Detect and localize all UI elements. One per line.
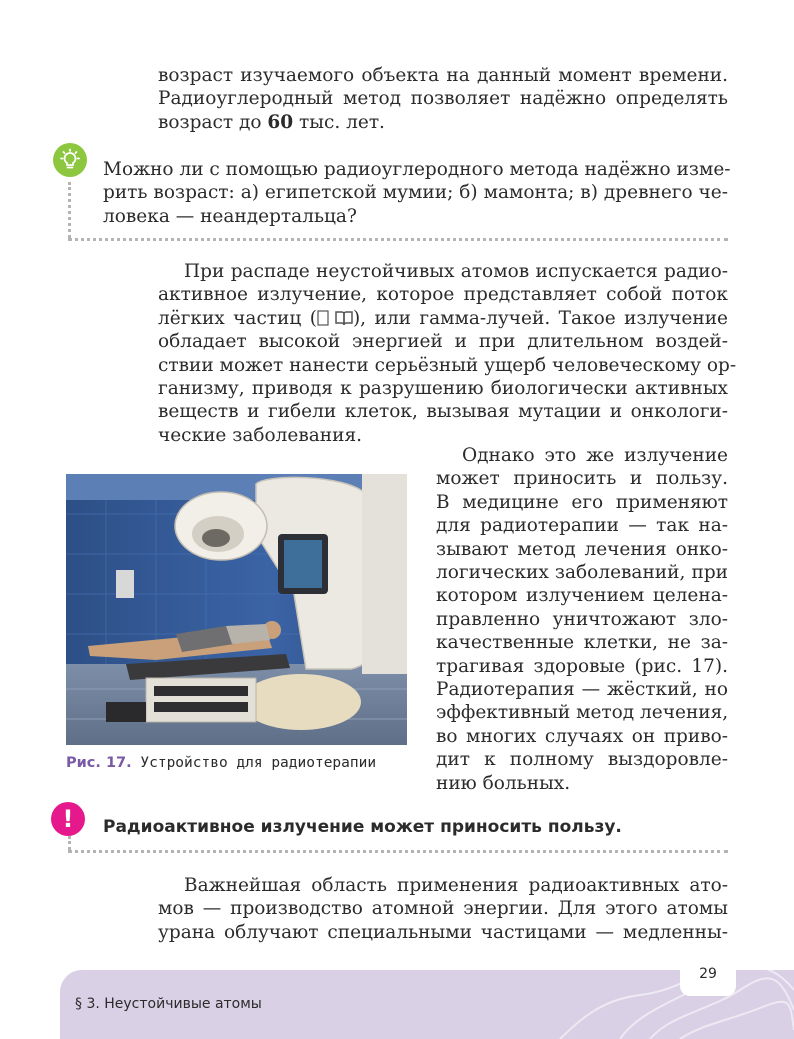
intro-line — [158, 111, 728, 134]
radiation-line: При распаде неустойчивых атомов испускается радио- — [184, 261, 728, 282]
medicine-line: может приносить и пользу. — [436, 468, 728, 490]
radiotherapy-illustration — [66, 474, 407, 745]
radiation-text: ), или гамма-лучей. Такое излучение — [352, 307, 728, 329]
radiation-line — [158, 307, 728, 330]
medicine-line: Радиотерапия — жёсткий, но — [436, 679, 728, 701]
lightbulb-icon — [58, 148, 82, 172]
question-badge — [53, 143, 87, 177]
radiation-line: обладает высокой энергией и при длительном воздей- — [158, 331, 728, 353]
intro-text: тыс. лет. — [293, 111, 385, 133]
medicine-line: для радиотерапии — так на- — [436, 515, 728, 537]
medicine-line: дит к полному выздоровле- — [436, 749, 728, 771]
medicine-line: правленно уничтожают зло- — [436, 608, 728, 630]
question-divider — [68, 238, 728, 241]
radiation-text: лёгких частиц ( — [158, 307, 317, 329]
key-divider — [68, 850, 728, 853]
medicine-line: Однако это же излучение — [462, 445, 728, 466]
medicine-line: эффективный метод лечения, — [436, 702, 729, 724]
intro-text: возраст до — [158, 111, 268, 133]
medicine-line: нию больных. — [436, 772, 571, 794]
radiation-line: веществ и гибели клеток, вызывая мутации и онкологи- — [158, 401, 728, 423]
book-icon — [317, 310, 353, 326]
question-line: рить возраст: а) египетской мумии; б) мамонта; в) древнего че- — [103, 182, 728, 204]
medicine-line: котором излучением целена- — [436, 585, 728, 607]
section-title: § 3. Неустойчивые атомы — [75, 996, 262, 1012]
age-limit-value: 60 — [267, 111, 294, 133]
medicine-line: качественные клетки, не за- — [436, 632, 728, 654]
medicine-line: зывают метод лечения онко- — [436, 538, 728, 560]
intro-line: Радиоуглеродный метод позволяет надёжно определять — [158, 88, 728, 110]
medicine-line: В медицине его применяют — [436, 491, 728, 513]
medicine-line: во многих случаях он приво- — [436, 725, 728, 747]
figure-caption — [66, 755, 376, 771]
intro-line: возраст изучаемого объекта на данный момент времени. — [158, 65, 728, 86]
figure-number: Рис. 17. — [66, 755, 132, 771]
question-line: ловека — неандертальца? — [103, 205, 357, 227]
key-statement-badge — [51, 802, 85, 836]
radiation-line: ствии может нанести серьёзный ущерб человеческому ор- — [158, 354, 737, 376]
question-divider-vertical — [68, 182, 71, 238]
figure-caption-text: Устройство для радиотерапии — [140, 755, 377, 771]
energy-line: Важнейшая область применения радиоактивных ато- — [184, 875, 728, 896]
radiation-paragraph — [158, 260, 737, 447]
key-statement: Радиоактивное излучение может приносить пользу. — [103, 817, 622, 837]
radiation-line: активное излучение, которое представляет собой поток — [158, 284, 728, 306]
exclamation-icon: ! — [62, 805, 74, 833]
energy-line: урана облучают специальными частицами — медленны- — [158, 921, 728, 943]
radiation-line: ганизму, приводя к разрушению биологически активных — [158, 378, 728, 400]
radiotherapy-photo — [66, 474, 407, 745]
intro-paragraph — [158, 64, 728, 134]
question-line: Можно ли с помощью радиоуглеродного метода надёжно изме- — [103, 159, 731, 180]
key-divider-vertical — [68, 836, 71, 850]
energy-line: мов — производство атомной энергии. Для этого атомы — [158, 898, 728, 920]
medicine-line: логических заболеваний, при — [436, 562, 728, 584]
energy-paragraph — [158, 874, 728, 944]
radiation-line: ческие заболевания. — [158, 424, 363, 446]
medicine-paragraph — [436, 444, 728, 795]
page-number: 29 — [699, 966, 717, 982]
medicine-line: трагивая здоровые (рис. 17). — [436, 655, 728, 677]
question-text — [103, 158, 731, 228]
